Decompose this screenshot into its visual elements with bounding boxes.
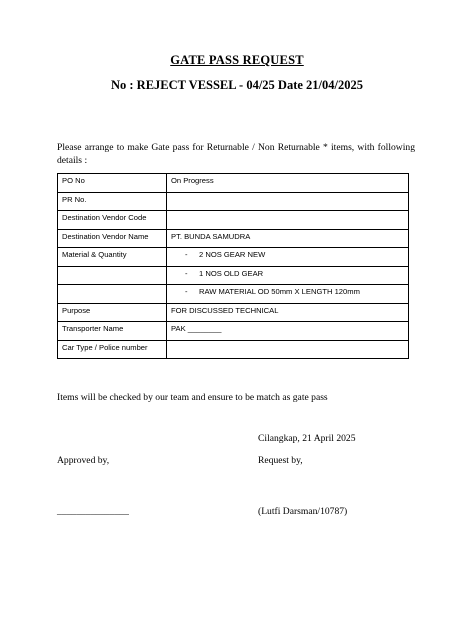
gate-pass-details-table (57, 173, 409, 359)
table-row (58, 285, 409, 304)
list-bullet: - (185, 287, 188, 296)
row-value (167, 266, 409, 285)
row-value (167, 211, 409, 230)
row-value (167, 248, 409, 267)
row-label: Car Type / Police number (58, 340, 167, 359)
row-value: PT. BUNDA SAMUDRA (167, 229, 409, 248)
place-and-date: Cilangkap, 21 April 2025 (258, 433, 356, 444)
document-number: No : REJECT VESSEL - 04/25 Date 21/04/2025 (110, 78, 363, 92)
table-row (58, 266, 409, 285)
list-bullet: - (185, 268, 188, 278)
row-label (58, 285, 167, 304)
row-label: Destination Vendor Code (58, 211, 167, 230)
table-row (58, 340, 409, 359)
row-label: Material & Quantity (58, 248, 167, 267)
row-label: Purpose (58, 303, 167, 322)
row-value (167, 192, 409, 211)
approver-signature-line: _______________ (57, 506, 129, 517)
request-by-label: Request by, (258, 455, 303, 466)
table-row (58, 192, 409, 211)
row-label: PR No. (58, 192, 167, 211)
table-row (58, 174, 409, 193)
intro-paragraph: Please arrange to make Gate pass for Returnable / Non Returnable * items, with following details : (57, 142, 415, 166)
table-row (58, 248, 409, 267)
row-value (167, 340, 409, 359)
row-value: FOR DISCUSSED TECHNICAL (167, 303, 409, 322)
approved-by-label: Approved by, (57, 455, 110, 466)
requester-name: (Lutfi Darsman/10787) (258, 506, 348, 517)
table-row (58, 229, 409, 248)
row-label (58, 266, 167, 285)
table-row (58, 322, 409, 341)
row-label: Transporter Name (58, 322, 167, 341)
material-item: RAW MATERIAL OD 50mm X LENGTH 120mm (199, 287, 360, 296)
list-bullet: - (185, 250, 188, 259)
table-row (58, 211, 409, 230)
table-row (58, 303, 409, 322)
row-value: PAK ________ (167, 322, 409, 341)
row-value: On Progress (167, 174, 409, 193)
verification-note: Items will be checked by our team and ensure to be match as gate pass (57, 392, 328, 403)
row-label: Destination Vendor Name (58, 229, 167, 248)
material-item: 2 NOS GEAR NEW (199, 250, 266, 259)
page-title: GATE PASS REQUEST (170, 53, 304, 67)
row-value (167, 285, 409, 304)
material-item: 1 NOS OLD GEAR (199, 268, 264, 278)
row-label: PO No (58, 174, 167, 193)
